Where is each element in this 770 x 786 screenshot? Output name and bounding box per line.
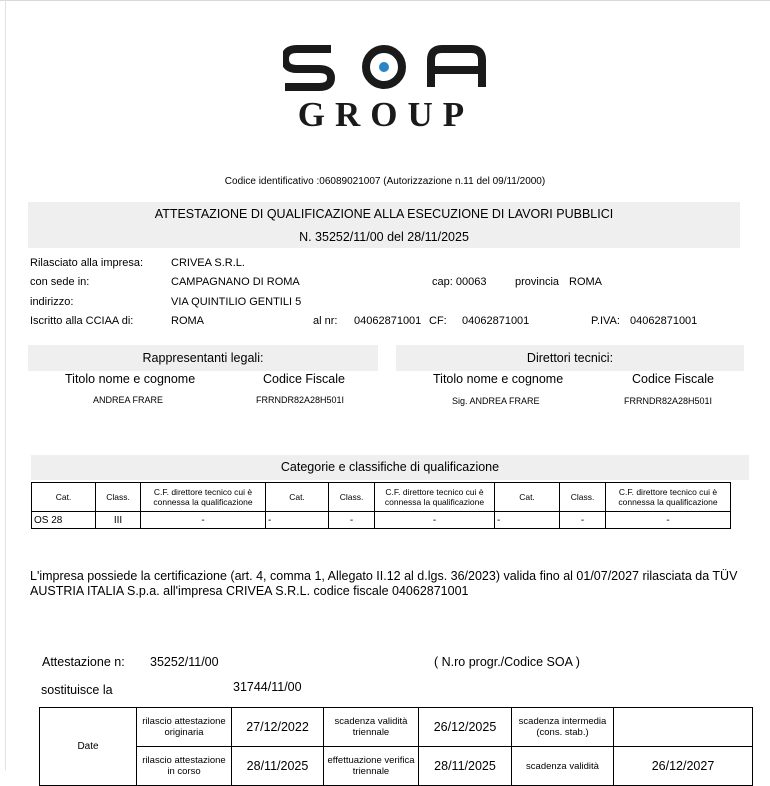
cciaa-label: Iscritto alla CCIAA di:: [30, 315, 134, 327]
address-value: VIA QUINTILIO GENTILI 5: [171, 296, 302, 308]
logo-accent-dot: [379, 62, 389, 72]
logo-group-text: GROUP: [297, 95, 475, 130]
table-cell: scadenza validità: [512, 747, 614, 786]
cf-col-1: C.F. direttore tecnico cui è connessa la qualificazione: [141, 483, 266, 512]
company-name: CRIVEA S.R.L.: [171, 257, 245, 269]
categories-table: [31, 482, 731, 529]
certification-text: L'impresa possiede la certificazione (art. 4, comma 1, Allegato II.12 al d.lgs. 36/2023) valida fino al 01/07/2027 rilasciata da TÜV AUSTRIA ITALIA S.p.a. all'impresa CRIVEA S.R.L. codice fiscale 04062871001: [30, 569, 738, 598]
attestation-number: N. 35252/11/00 del 28/11/2025: [28, 226, 740, 248]
cf-value: 04062871001: [462, 315, 530, 327]
table-cell: OS 28: [32, 512, 96, 529]
piva-label: P.IVA:: [591, 315, 620, 327]
table-cell: 28/11/2025: [232, 747, 324, 786]
attestation-label: Attestazione n:: [42, 655, 125, 669]
document-title: ATTESTAZIONE DI QUALIFICAZIONE ALLA ESECUZIONE DI LAVORI PUBBLICI: [28, 202, 740, 226]
attestation-value: 35252/11/00: [150, 655, 219, 669]
cf-col-2: C.F. direttore tecnico cui è connessa la qualificazione: [375, 483, 495, 512]
nr-label: al nr:: [313, 315, 338, 327]
replaces-value: 31744/11/00: [233, 680, 302, 694]
table-cell: [614, 708, 753, 747]
legal-rep-cf: FRRNDR82A28H501I: [256, 395, 345, 405]
table-row: [40, 747, 753, 786]
table-cell: III: [96, 512, 141, 529]
code-identifier: Codice identificativo :06089021007 (Autorizzazione n.11 del 09/11/2000): [224, 176, 546, 187]
cf-col-3: C.F. direttore tecnico cui è connessa la qualificazione: [606, 483, 731, 512]
class-col-3: Class.: [560, 483, 606, 512]
table-cell: -: [266, 512, 329, 529]
class-col-1: Class.: [96, 483, 141, 512]
nr-value: 04062871001: [354, 315, 422, 327]
table-cell: scadenza validità triennale: [324, 708, 419, 747]
tech-director-name: Sig. ANDREA FRARE: [452, 396, 540, 406]
seat-label: con sede in:: [30, 276, 90, 288]
categories-header: Categorie e classifiche di qualificazione: [31, 455, 749, 480]
address-label: indirizzo:: [30, 296, 74, 308]
table-cell: scadenza intermedia (cons. stab.): [512, 708, 614, 747]
class-col-2: Class.: [329, 483, 375, 512]
table-cell: 28/11/2025: [419, 747, 512, 786]
table-cell: -: [606, 512, 731, 529]
replaces-label: sostituisce la: [41, 683, 113, 697]
table-cell: rilascio attestazione originaria: [137, 708, 232, 747]
cf-label: CF:: [429, 315, 447, 327]
page-border-left: [5, 0, 6, 770]
piva-value: 04062871001: [630, 315, 698, 327]
page-border-top: [0, 0, 770, 1]
legal-name-col: Titolo nome e cognome: [65, 372, 196, 386]
tech-name-col: Titolo nome e cognome: [433, 372, 564, 386]
logo-letter-a: [431, 49, 482, 87]
dates-table: [39, 707, 753, 786]
table-row: [32, 512, 731, 529]
tech-cf-col: Codice Fiscale: [632, 372, 714, 386]
soa-group-logo: [283, 44, 489, 130]
attestation-note: ( N.ro progr./Codice SOA ): [434, 655, 580, 669]
table-cell: 26/12/2027: [614, 747, 753, 786]
cat-col-2: Cat.: [266, 483, 329, 512]
dates-label: Date: [40, 708, 137, 786]
tech-directors-header: Direttori tecnici:: [396, 345, 744, 371]
table-cell: -: [141, 512, 266, 529]
seat-value: CAMPAGNANO DI ROMA: [171, 276, 300, 288]
legal-cf-col: Codice Fiscale: [263, 372, 345, 386]
legal-rep-name: ANDREA FRARE: [93, 395, 164, 405]
table-cell: -: [495, 512, 560, 529]
logo-letter-s: [285, 49, 331, 87]
table-cell: 26/12/2025: [419, 708, 512, 747]
legal-reps-header: Rappresentanti legali:: [28, 345, 378, 371]
tech-director-cf: FRRNDR82A28H501I: [624, 396, 713, 406]
table-cell: -: [560, 512, 606, 529]
table-cell: -: [375, 512, 495, 529]
table-cell: -: [329, 512, 375, 529]
cciaa-value: ROMA: [171, 315, 204, 327]
cat-col-3: Cat.: [495, 483, 560, 512]
issued-label: Rilasciato alla impresa:: [30, 257, 144, 269]
table-row: [40, 708, 753, 747]
table-cell: 27/12/2022: [232, 708, 324, 747]
cat-col-1: Cat.: [32, 483, 96, 512]
table-cell: effettuazione verifica triennale: [324, 747, 419, 786]
province-value: ROMA: [569, 276, 602, 288]
cap-label: cap: 00063: [432, 276, 487, 288]
province-label: provincia: [515, 276, 560, 288]
table-cell: rilascio attestazione in corso: [137, 747, 232, 786]
